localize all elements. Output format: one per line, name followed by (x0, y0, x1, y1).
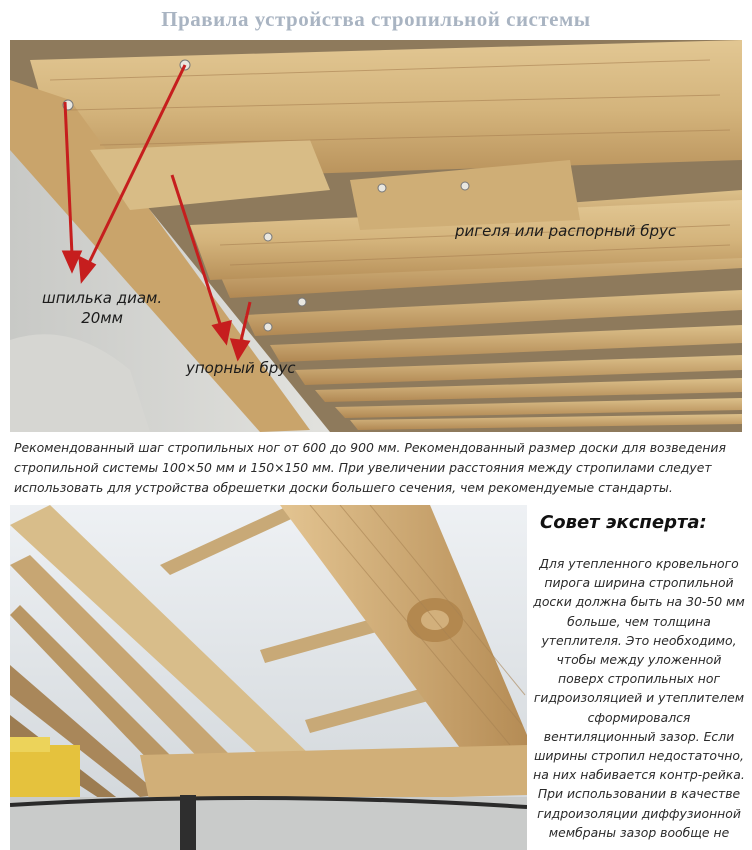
stud-label-line2: 20мм (81, 309, 123, 327)
page-title: Правила устройства стропильной системы (161, 7, 591, 31)
rigel-label: ригеля или распорный брус (455, 222, 677, 240)
base-beam (140, 745, 527, 805)
insulation-block (10, 745, 80, 800)
caption-text: Рекомендованный шаг стропильных ног от 600 до 900 мм. Рекомендованный размер доски для возведения стропильной системы 100×50 мм и 150×150 мм. При увеличении расстояния между стропилами следует использовать для устройства обрешетки доски большего сечения, чем рекомендуемые стандарты. (14, 440, 726, 495)
expert-tip-body: Для утепленного кровельного пирога ширина стропильной доски должна быть на 30-50 мм больше, чем толщина утеплителя. Это необходимо, чтобы между уложенной поверх стропильных ног гидроизоляцией и утеплителем сформировался вентиляционный зазор. Если ширины стропил недостаточно, на них набивается контр-рейка. При использовании в качестве гидроизоляции диффузионной мембраны зазор вообще не (533, 556, 745, 840)
wall-base (10, 797, 527, 850)
stud-label-line1: шпилька диам. (42, 289, 163, 307)
expert-tip-title: Совет эксперта: (540, 512, 707, 533)
bottom-photo-illustration (10, 505, 527, 850)
stud-label (42, 288, 162, 328)
support-beam-label: упорный брус (186, 359, 296, 377)
insulation-rafters-photo (10, 505, 527, 850)
